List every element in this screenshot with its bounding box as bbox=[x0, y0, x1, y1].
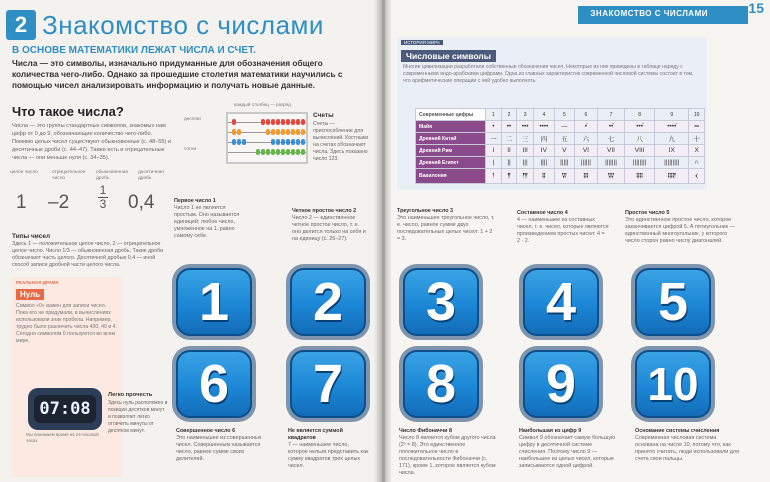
abacus-bead bbox=[266, 119, 270, 125]
table-row-label: Вавилония bbox=[416, 169, 486, 184]
number-tile-4 bbox=[519, 264, 603, 340]
table-cell: • bbox=[486, 121, 502, 133]
table-cell: — bbox=[554, 121, 574, 133]
number-caption-text: Число 2 — единственное четное простое число, т. е. оно делится только на себя и на единицу (с. 26–27). bbox=[292, 215, 366, 242]
number-tile-10 bbox=[631, 346, 715, 422]
table-header-cell: 7 bbox=[598, 109, 625, 121]
abacus-bead bbox=[271, 129, 275, 135]
number-tile-5 bbox=[631, 264, 715, 340]
running-head-bar bbox=[578, 6, 748, 24]
abacus-bead bbox=[296, 129, 300, 135]
table-row bbox=[416, 133, 705, 145]
abacus-bead bbox=[291, 129, 295, 135]
number-caption-title: Треугольное число 3 bbox=[397, 208, 454, 214]
number-systems-table bbox=[415, 108, 705, 184]
label-integer: целое число bbox=[10, 170, 38, 175]
abacus-bead bbox=[237, 129, 241, 135]
table-header-cell: 2 bbox=[501, 109, 517, 121]
table-cell: 𒐈 bbox=[517, 169, 533, 184]
table-header-cell: 3 bbox=[517, 109, 533, 121]
table-row-label: Древний Египет bbox=[416, 157, 486, 169]
number-caption-title: Совершенное число 6 bbox=[176, 428, 236, 434]
table-header-cell: 4 bbox=[533, 109, 554, 121]
abacus-bead bbox=[232, 139, 236, 145]
number-caption-title: Первое число 1 bbox=[174, 198, 216, 204]
digital-clock-illustration bbox=[28, 388, 102, 430]
chapter-number-badge: 2 bbox=[6, 10, 36, 40]
table-cell: 八 bbox=[624, 133, 654, 145]
table-cell: •• bbox=[501, 121, 517, 133]
systems-tag: ИСТОРИЯ МИРА bbox=[401, 40, 443, 45]
book-gutter bbox=[374, 0, 392, 482]
number-caption-5 bbox=[625, 210, 737, 245]
number-tile-7 bbox=[286, 346, 370, 422]
table-header-cell: 9 bbox=[655, 109, 689, 121]
tile-digit: 8 bbox=[425, 354, 457, 414]
table-cell: 十 bbox=[689, 133, 705, 145]
number-tile-6 bbox=[172, 346, 256, 422]
example-fraction bbox=[98, 184, 108, 211]
tile-digit: 2 bbox=[312, 272, 344, 332]
abacus-label-top: каждый столбец — разряд bbox=[234, 102, 291, 107]
tile-face bbox=[635, 350, 711, 418]
number-caption-3 bbox=[397, 208, 495, 243]
number-tile-2 bbox=[286, 264, 370, 340]
label-fraction: обыкновенная дробь bbox=[96, 170, 129, 181]
abacus-bead bbox=[261, 119, 265, 125]
table-cell: III bbox=[517, 145, 533, 157]
zero-info-box bbox=[12, 277, 122, 477]
table-cell: II bbox=[501, 145, 517, 157]
chapter-title: Знакомство с числами bbox=[42, 9, 324, 40]
number-caption-text: Это наименьшее треугольное число, т. е. число, равное сумме двух последовательных целых чисел: 1 + 2 = 3. bbox=[397, 215, 495, 242]
abacus-bead bbox=[276, 149, 280, 155]
abacus-bead bbox=[276, 129, 280, 135]
systems-heading: Числовые символы bbox=[401, 50, 496, 62]
tile-digit: 1 bbox=[198, 272, 230, 332]
table-row-label: Древний Китай bbox=[416, 133, 486, 145]
page-number: 15 bbox=[748, 0, 764, 16]
example-integer: 1 bbox=[16, 192, 27, 213]
abacus-bead bbox=[301, 139, 305, 145]
table-cell: 𒐊 bbox=[554, 169, 574, 184]
number-caption-text: Число 8 является кубом другого числа (2³ = 8). Это единственное положительное число в последовательности Фибоначчи (с. 171), кроме 1, которое является кубом числа. bbox=[399, 435, 496, 476]
tile-digit: 7 bbox=[312, 354, 344, 414]
fraction-numerator: 1 bbox=[99, 183, 107, 197]
section-title-what-are-numbers: Что такое числа? bbox=[12, 104, 124, 119]
table-header-cell: 6 bbox=[574, 109, 597, 121]
example-negative: –2 bbox=[48, 192, 70, 213]
right-page bbox=[385, 0, 770, 482]
number-caption-text: Современная числовая система основана на числе 10, потому что, как принято считать, люди использовали для счета свои пальцы. bbox=[635, 435, 740, 462]
section-text-what-are-numbers: Числа — это группы стандартных символов, знакомых нам цифр от 0 до 9, обозначающие количество чего-либо. Помимо целых чисел существуют обыкновенные (с. 48–55) и десятичные дроби (с. 44–47). Также есть и отрицательные числа — они меньше нуля (с. 34–35). bbox=[12, 123, 172, 161]
table-cell: ••• bbox=[517, 121, 533, 133]
abacus-bead bbox=[301, 149, 305, 155]
table-header-cell: 8 bbox=[624, 109, 654, 121]
table-cell: 𒐌 bbox=[598, 169, 625, 184]
running-head: ЗНАКОМСТВО С ЧИСЛАМИ bbox=[590, 9, 708, 18]
abacus-bead bbox=[291, 149, 295, 155]
number-tile-3 bbox=[399, 264, 483, 340]
number-caption-7 bbox=[288, 428, 370, 470]
number-tile-8 bbox=[399, 346, 483, 422]
abacus-note-text: Счеты — приспособление для вычислений. Костяшки на счетах обозначают числа. Здесь показано число 123. bbox=[313, 121, 369, 162]
clock-note-title: Легко прочесть bbox=[108, 392, 153, 398]
fraction-denominator: 3 bbox=[99, 197, 107, 211]
number-caption-text: Число 1 не является простым. Оно называется единицей; любое число, умноженное на 1, равно самому себе. bbox=[174, 205, 240, 239]
table-cell: VII bbox=[598, 145, 625, 157]
table-cell: 七 bbox=[598, 133, 625, 145]
table-cell: 𒐎 bbox=[655, 169, 689, 184]
table-cell: |||||| bbox=[574, 157, 597, 169]
table-cell: ||| bbox=[517, 157, 533, 169]
table-cell: I bbox=[486, 145, 502, 157]
number-caption-9 bbox=[519, 428, 619, 470]
abacus-bead bbox=[276, 119, 280, 125]
table-cell: VI bbox=[574, 145, 597, 157]
number-tile-9 bbox=[519, 346, 603, 422]
table-cell: VIII bbox=[624, 145, 654, 157]
number-caption-title: Число Фибоначчи 8 bbox=[399, 428, 452, 434]
abacus-bead bbox=[271, 119, 275, 125]
table-cell: 九 bbox=[655, 133, 689, 145]
abacus-bead bbox=[296, 149, 300, 155]
abacus-bead bbox=[281, 149, 285, 155]
abacus-bead bbox=[281, 119, 285, 125]
table-header-cell: 10 bbox=[689, 109, 705, 121]
table-cell: ||||||||| bbox=[655, 157, 689, 169]
number-caption-title: Наибольшая из цифр 9 bbox=[519, 428, 582, 434]
table-cell: ∩ bbox=[689, 157, 705, 169]
number-systems-box bbox=[397, 38, 707, 190]
tile-face bbox=[635, 268, 711, 336]
table-row bbox=[416, 121, 705, 133]
table-header-cell: 5 bbox=[554, 109, 574, 121]
number-caption-2 bbox=[292, 208, 368, 243]
tile-digit: 3 bbox=[425, 272, 457, 332]
table-header-label: Современные цифры bbox=[416, 109, 486, 121]
number-types-illustration bbox=[10, 170, 180, 225]
table-row-label: Древний Рим bbox=[416, 145, 486, 157]
tile-digit: 9 bbox=[545, 354, 577, 414]
chapter-header bbox=[6, 10, 324, 40]
table-cell: 四 bbox=[533, 133, 554, 145]
table-cell: •̄ bbox=[574, 121, 597, 133]
table-cell: 一 bbox=[486, 133, 502, 145]
table-cell: ||||| bbox=[554, 157, 574, 169]
table-header-row bbox=[416, 109, 705, 121]
table-cell: •••• bbox=[533, 121, 554, 133]
abacus-bead bbox=[271, 139, 275, 145]
table-cell: ••̄ bbox=[598, 121, 625, 133]
tile-face bbox=[176, 350, 252, 418]
tile-digit: 4 bbox=[545, 272, 577, 332]
table-row bbox=[416, 169, 705, 184]
abacus-bead bbox=[261, 149, 265, 155]
table-cell: ••••̄ bbox=[655, 121, 689, 133]
abacus-bead bbox=[286, 149, 290, 155]
abacus-bead bbox=[301, 119, 305, 125]
table-cell: 𒌋 bbox=[689, 169, 705, 184]
table-cell: •••̄ bbox=[624, 121, 654, 133]
number-caption-title: Четное простое число 2 bbox=[292, 208, 357, 214]
types-title: Типы чисел bbox=[12, 233, 51, 240]
table-cell: ||||||| bbox=[598, 157, 625, 169]
table-cell: V bbox=[554, 145, 574, 157]
table-cell: 六 bbox=[574, 133, 597, 145]
tile-face bbox=[290, 268, 366, 336]
abacus-bead bbox=[237, 139, 241, 145]
abacus-bead bbox=[276, 139, 280, 145]
tile-face bbox=[403, 350, 479, 418]
abacus-bead bbox=[296, 119, 300, 125]
chapter-subheading: В ОСНОВЕ МАТЕМАТИКИ ЛЕЖАТ ЧИСЛА И СЧЕТ. bbox=[12, 45, 256, 56]
number-caption-text: 7 — наименьшее число, которое нельзя представить как сумму квадратов трех целых чисел. bbox=[288, 442, 369, 469]
abacus-bead bbox=[232, 129, 236, 135]
table-cell: IX bbox=[655, 145, 689, 157]
abacus-bead bbox=[232, 119, 236, 125]
number-caption-title: Основание системы счисления bbox=[635, 428, 720, 434]
abacus-bead bbox=[296, 139, 300, 145]
tile-face bbox=[176, 268, 252, 336]
tile-digit: 5 bbox=[657, 272, 689, 332]
table-cell: 𒐉 bbox=[533, 169, 554, 184]
abacus-note-title: Счеты bbox=[313, 112, 334, 119]
tile-digit: 6 bbox=[198, 354, 230, 414]
table-cell: 二 bbox=[501, 133, 517, 145]
abacus-label-tens: десятки bbox=[184, 116, 201, 121]
systems-text: Многие цивилизации разработали собственные обозначения чисел. Некоторые из них приведены в таблице наряду с современными индо-арабскими цифрами. Одна из главных характеристик современной числовой системы состоит в том, что арифметические операции с ней удобно выполнять. bbox=[403, 64, 694, 84]
abacus-bead bbox=[271, 149, 275, 155]
number-caption-8 bbox=[399, 428, 499, 477]
clock-display: 07:08 bbox=[34, 395, 96, 423]
table-row bbox=[416, 145, 705, 157]
table-cell: || bbox=[501, 157, 517, 169]
clock-note-text: Здесь нуль расположен в позиции десятков минут и позволяет легко отличить минуты от десятков минут. bbox=[108, 400, 168, 434]
number-caption-title: Составное число 4 bbox=[517, 210, 568, 216]
table-header-cell: 1 bbox=[486, 109, 502, 121]
abacus-bead bbox=[266, 129, 270, 135]
table-cell: | bbox=[486, 157, 502, 169]
abacus-bead bbox=[281, 129, 285, 135]
number-caption-4 bbox=[517, 210, 609, 245]
types-text: Здесь 1 — положительное целое число, 2 — отрицательное целое число. Число 1/3 — обыкновенная дробь. Такие дроби обозначают часть целого. Десятичной дробью 0,4 — иной способ записи дробной части целого числа. bbox=[12, 241, 164, 268]
table-cell: ═ bbox=[689, 121, 705, 133]
table-row-label: Майя bbox=[416, 121, 486, 133]
abacus-bead bbox=[301, 129, 305, 135]
table-cell: 五 bbox=[554, 133, 574, 145]
number-caption-title: Не является суммой квадратов bbox=[288, 428, 343, 441]
abacus-bead bbox=[286, 139, 290, 145]
intro-paragraph: Числа — это символы, изначально придуманные для обозначения общего количества чего-либо. Однако за прошедшие столетия математики научились с помощью чисел анализировать информацию и получать новые данные. bbox=[12, 58, 343, 90]
table-cell: 𒁹 bbox=[486, 169, 502, 184]
tile-face bbox=[403, 268, 479, 336]
clock-caption: Мы понимаем время на 24-часовой часах bbox=[26, 432, 99, 443]
abacus-illustration bbox=[226, 112, 308, 164]
table-cell: 三 bbox=[517, 133, 533, 145]
label-decimal: десятичная дробь bbox=[138, 170, 164, 181]
left-page bbox=[0, 0, 382, 482]
info-tag: РЕАЛЬНАЯ ДРАМА bbox=[16, 280, 59, 285]
tile-face bbox=[523, 268, 599, 336]
number-caption-6 bbox=[176, 428, 272, 463]
table-cell: 𒈫 bbox=[501, 169, 517, 184]
table-cell: 𒐋 bbox=[574, 169, 597, 184]
number-caption-1 bbox=[174, 198, 244, 240]
abacus-bead bbox=[286, 119, 290, 125]
abacus-bead bbox=[291, 119, 295, 125]
abacus-bead bbox=[256, 149, 260, 155]
number-caption-title: Простое число 5 bbox=[625, 210, 670, 216]
tile-face bbox=[290, 350, 366, 418]
number-caption-text: Символ 9 обозначает самую большую цифру в десятичной системе счисления. Поэтому число 9 — наибольшее из целых чисел, которые записываются одной цифрой. bbox=[519, 435, 616, 469]
label-negative: отрицательное число bbox=[52, 170, 86, 181]
tile-face bbox=[523, 350, 599, 418]
abacus-bead bbox=[266, 149, 270, 155]
abacus-bead bbox=[286, 129, 290, 135]
table-cell: IV bbox=[533, 145, 554, 157]
abacus-label-hundreds: сотни bbox=[184, 146, 197, 151]
abacus-bead bbox=[242, 139, 246, 145]
number-caption-text: Это наименьшее из совершенных чисел. Совершенным называется число, равное сумме своих делителей. bbox=[176, 435, 262, 462]
tile-digit: 10 bbox=[647, 358, 699, 410]
abacus-bead bbox=[281, 139, 285, 145]
example-decimal: 0,4 bbox=[128, 192, 155, 213]
table-cell: X bbox=[689, 145, 705, 157]
number-caption-text: 4 — наименьшее из составных чисел, т. е. чисел, которые являются произведением простых чисел: 4 = 2 · 2. bbox=[517, 217, 609, 244]
table-row bbox=[416, 157, 705, 169]
number-caption-text: Это единственное простое число, которое заканчивается цифрой 5. А пятиугольник — единственный многоугольник, у которого число сторон равно числу диагоналей. bbox=[625, 217, 735, 244]
table-cell: |||||||| bbox=[624, 157, 654, 169]
info-text: Символ «0» важен для записи чисел. Пока его не придумали, в вычислениях использовали знак пробела. Например, трудно было различить числа 400, 40 и 4. Сегодня символом 0 пользуются во всем мире. bbox=[16, 303, 117, 344]
number-caption-10 bbox=[635, 428, 739, 463]
number-tile-1 bbox=[172, 264, 256, 340]
table-cell: 𒐍 bbox=[624, 169, 654, 184]
table-cell: |||| bbox=[533, 157, 554, 169]
info-heading: Нуль bbox=[16, 289, 44, 300]
abacus-bead bbox=[291, 139, 295, 145]
